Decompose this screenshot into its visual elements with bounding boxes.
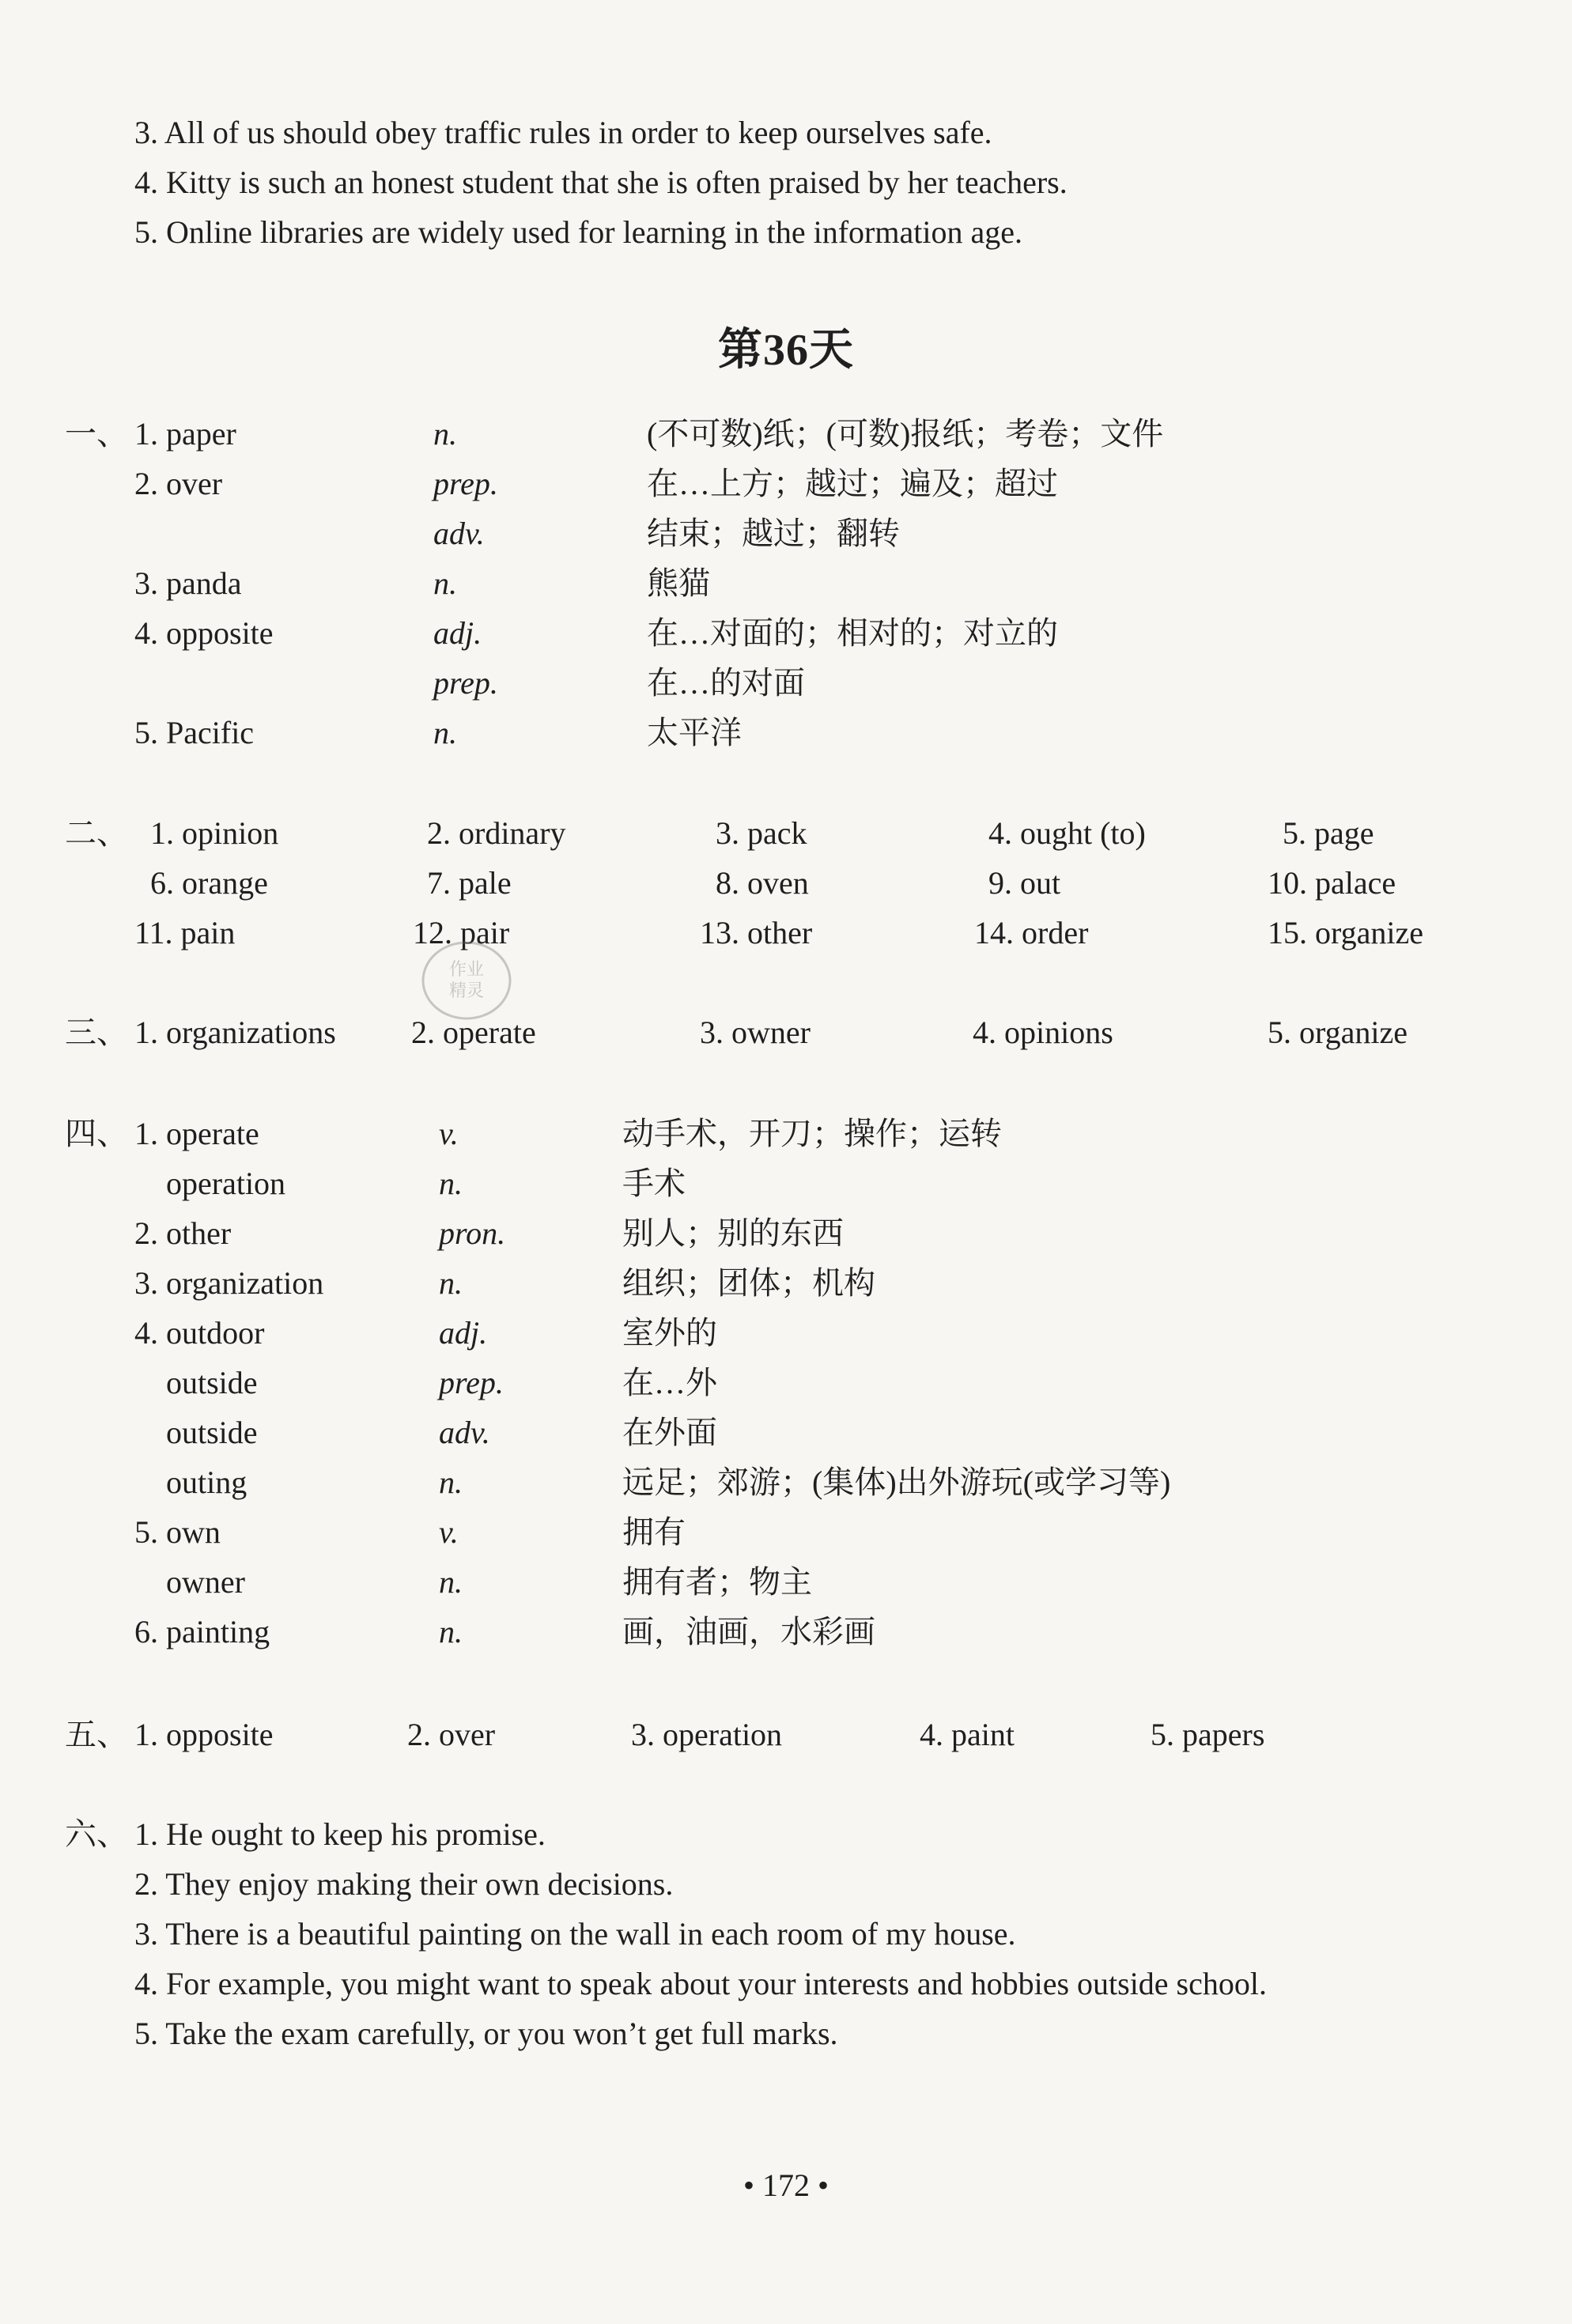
s2-answer: 4. ought (to) (988, 815, 1146, 851)
s4-word: 4. outdoor (134, 1315, 265, 1351)
s5-answer: 3. operation (631, 1717, 783, 1752)
s4-part-of-speech: n. (439, 1614, 463, 1649)
s4-meaning: 拥有 (622, 1514, 686, 1550)
s4-meaning: 远足；郊游；(集体)出外游玩(或学习等) (622, 1464, 1171, 1500)
s3-answer: 1. organizations (134, 1015, 336, 1050)
s1-word: 5. Pacific (134, 715, 255, 750)
s1-word: 4. opposite (134, 615, 274, 651)
s6-sentence: 4. For example, you might want to speak about your interests and hobbies outside school. (134, 1966, 1267, 2001)
s1-meaning: 结束；越过；翻转 (647, 516, 900, 551)
s2-answer: 5. page (1283, 815, 1374, 851)
s4-part-of-speech: adj. (439, 1315, 488, 1351)
section-1-label: 一、 (65, 416, 128, 452)
s4-word: 3. organization (134, 1265, 324, 1301)
s5-answer: 5. papers (1151, 1717, 1265, 1752)
s4-meaning: 在…外 (622, 1365, 717, 1400)
s1-meaning: 在…上方；越过；遍及；超过 (647, 466, 1058, 501)
s1-word: 1. paper (134, 416, 236, 452)
s1-meaning: 在…的对面 (647, 665, 805, 701)
s6-sentence: 1. He ought to keep his promise. (134, 1816, 546, 1852)
s1-meaning: 在…对面的；相对的；对立的 (647, 615, 1058, 651)
s4-part-of-speech: pron. (439, 1215, 506, 1251)
s3-answer: 4. opinions (973, 1015, 1113, 1050)
page-number: • 172 • (743, 2167, 829, 2203)
s4-meaning: 动手术，开刀；操作；运转 (622, 1116, 1002, 1151)
svg-text:作业: 作业 (448, 960, 485, 980)
s5-answer: 2. over (407, 1717, 496, 1752)
s3-answer: 3. owner (700, 1015, 811, 1050)
s2-answer: 6. orange (150, 865, 268, 901)
s6-sentence: 3. There is a beautiful painting on the wall in each room of my house. (134, 1916, 1016, 1952)
s4-word: owner (166, 1564, 245, 1600)
day-title: 第36天 (718, 326, 854, 375)
s5-answer: 4. paint (920, 1717, 1015, 1752)
s6-sentence: 5. Take the exam carefully, or you won’t get full marks. (134, 2016, 838, 2051)
s4-part-of-speech: v. (439, 1116, 459, 1151)
s4-word: outing (166, 1464, 248, 1500)
s4-part-of-speech: n. (439, 1464, 463, 1500)
s1-word: 2. over (134, 466, 223, 501)
section-2-label: 二、 (65, 815, 128, 851)
s3-answer: 2. operate (411, 1015, 536, 1050)
s4-meaning: 手术 (622, 1166, 686, 1201)
section-6-label: 六、 (65, 1816, 128, 1852)
s4-meaning: 别人；别的东西 (622, 1215, 844, 1251)
s4-part-of-speech: adv. (439, 1415, 490, 1450)
section-4-label: 四、 (65, 1116, 128, 1151)
s2-answer: 11. pain (134, 915, 236, 950)
s1-part-of-speech: prep. (433, 466, 498, 501)
section-3-label: 三、 (65, 1015, 128, 1050)
s2-answer: 7. pale (427, 865, 512, 901)
s1-part-of-speech: n. (433, 715, 457, 750)
s4-part-of-speech: n. (439, 1166, 463, 1201)
s4-meaning: 室外的 (622, 1315, 717, 1351)
s5-answer: 1. opposite (134, 1717, 274, 1752)
section-5-label: 五、 (65, 1717, 128, 1752)
s2-answer: 15. organize (1268, 915, 1423, 950)
s1-part-of-speech: n. (433, 565, 457, 601)
top-sentence: 3. All of us should obey traffic rules in order to keep ourselves safe. (134, 115, 992, 150)
s4-word: 5. own (134, 1514, 221, 1550)
s1-meaning: (不可数)纸；(可数)报纸；考卷；文件 (647, 416, 1164, 452)
s6-sentence: 2. They enjoy making their own decisions. (134, 1866, 674, 1902)
s2-answer: 3. pack (716, 815, 807, 851)
top-sentence: 5. Online libraries are widely used for learning in the information age. (134, 214, 1022, 250)
s2-answer: 12. pair (413, 915, 510, 950)
s2-answer: 2. ordinary (427, 815, 566, 851)
s2-answer: 14. order (974, 915, 1089, 950)
s4-word: outside (166, 1415, 258, 1450)
s4-word: outside (166, 1365, 258, 1400)
s1-part-of-speech: adj. (433, 615, 482, 651)
s2-answer: 8. oven (716, 865, 809, 901)
s1-part-of-speech: adv. (433, 516, 485, 551)
s2-answer: 13. other (700, 915, 813, 950)
s4-meaning: 在外面 (622, 1415, 717, 1450)
s4-part-of-speech: n. (439, 1564, 463, 1600)
s1-meaning: 太平洋 (647, 715, 742, 750)
s1-meaning: 熊猫 (647, 565, 710, 601)
s1-part-of-speech: prep. (433, 665, 498, 701)
s4-meaning: 拥有者；物主 (622, 1564, 812, 1600)
top-sentence: 4. Kitty is such an honest student that she is often praised by her teachers. (134, 164, 1068, 200)
s4-part-of-speech: prep. (439, 1365, 504, 1400)
s4-part-of-speech: n. (439, 1265, 463, 1301)
s4-meaning: 组织；团体；机构 (622, 1265, 875, 1301)
s2-answer: 1. opinion (150, 815, 279, 851)
s4-word: operation (166, 1166, 286, 1201)
s1-word: 3. panda (134, 565, 242, 601)
s2-answer: 10. palace (1268, 865, 1396, 901)
s4-part-of-speech: v. (439, 1514, 459, 1550)
s4-meaning: 画，油画，水彩画 (622, 1614, 875, 1649)
s4-word: 6. painting (134, 1614, 270, 1649)
s3-answer: 5. organize (1268, 1015, 1408, 1050)
s1-part-of-speech: n. (433, 416, 457, 452)
s4-word: 1. operate (134, 1116, 259, 1151)
s2-answer: 9. out (988, 865, 1061, 901)
svg-text:精灵: 精灵 (448, 981, 485, 1001)
s4-word: 2. other (134, 1215, 232, 1251)
